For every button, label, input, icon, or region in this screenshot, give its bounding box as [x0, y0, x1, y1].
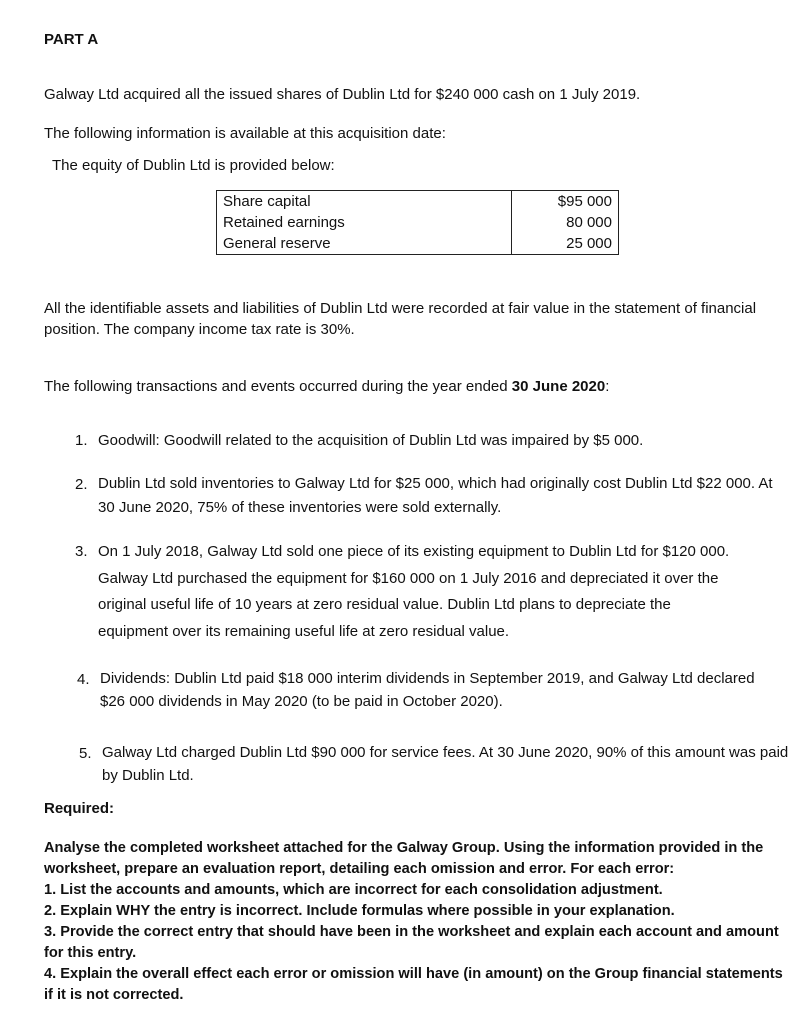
- item-number: 1.: [75, 432, 88, 449]
- table-row: [217, 212, 619, 233]
- item-number: 5.: [79, 745, 92, 762]
- year-end-date: 30 June 2020: [511, 378, 606, 395]
- intro-paragraph-3: The equity of Dublin Ltd is provided below:: [52, 157, 335, 174]
- item-number: 2.: [75, 476, 88, 493]
- item-text: Galway Ltd charged Dublin Ltd $90 000 for service fees. At 30 June 2020, 90% of this amount was paid by Dublin Ltd.: [102, 744, 789, 784]
- equity-amount: 25 000: [512, 233, 619, 255]
- required-instructions: [44, 838, 784, 1006]
- transactions-intro-text: The following transactions and events occurred during the year ended: [44, 378, 512, 395]
- required-line: 1. List the accounts and amounts, which are incorrect for each consolidation adjustment.: [44, 882, 663, 898]
- item-text: On 1 July 2018, Galway Ltd sold one piece of its existing equipment to Dublin Ltd for $120 000. Galway Ltd purchased the equipment for $160 000 on 1 July 2016 and depreciated it over the original useful life of 10 years at zero residual value. Dublin Ltd plans to depreciate the equipment over its remaining useful life at zero residual value.: [98, 543, 730, 640]
- equity-amount: $95 000: [512, 191, 619, 213]
- section-heading: PART A: [44, 31, 99, 48]
- intro-paragraph-1: Galway Ltd acquired all the issued shares of Dublin Ltd for $240 000 cash on 1 July 2019.: [44, 86, 641, 103]
- item-text: Goodwill: Goodwill related to the acquisition of Dublin Ltd was impaired by $5 000.: [98, 432, 644, 449]
- equity-table: [216, 190, 619, 255]
- required-line: 3. Provide the correct entry that should have been in the worksheet and explain each account and amount for this entry.: [44, 924, 779, 961]
- item-text: Dublin Ltd sold inventories to Galway Ltd for $25 000, which had originally cost Dublin Ltd $22 000. At 30 June 2020, 75% of these inventories were sold externally.: [98, 475, 773, 516]
- required-label: Required:: [44, 800, 115, 817]
- equity-amount: 80 000: [512, 212, 619, 233]
- transactions-intro: [44, 378, 609, 395]
- intro-paragraph-2: The following information is available at this acquisition date:: [44, 125, 446, 142]
- equity-label: General reserve: [217, 233, 512, 255]
- transactions-intro-colon: :: [605, 378, 610, 395]
- table-row: [217, 191, 619, 213]
- required-line: 4. Explain the overall effect each error or omission will have (in amount) on the Group financial statements if it is not corrected.: [44, 966, 783, 1003]
- equity-label: Share capital: [217, 191, 512, 213]
- item-number: 3.: [75, 543, 88, 560]
- required-line: Analyse the completed worksheet attached for the Galway Group. Using the information provided in the worksheet, prepare an evaluation report, detailing each omission and error. For each error:: [44, 840, 764, 877]
- item-number: 4.: [77, 671, 90, 688]
- item-text: Dividends: Dublin Ltd paid $18 000 interim dividends in September 2019, and Galway Ltd declared $26 000 dividends in May 2020 (to be paid in October 2020).: [100, 670, 755, 710]
- table-row: [217, 233, 619, 255]
- fair-value-paragraph: All the identifiable assets and liabilities of Dublin Ltd were recorded at fair value in the statement of financial position. The company income tax rate is 30%.: [44, 300, 757, 338]
- required-line: 2. Explain WHY the entry is incorrect. Include formulas where possible in your explanation.: [44, 903, 675, 919]
- equity-label: Retained earnings: [217, 212, 512, 233]
